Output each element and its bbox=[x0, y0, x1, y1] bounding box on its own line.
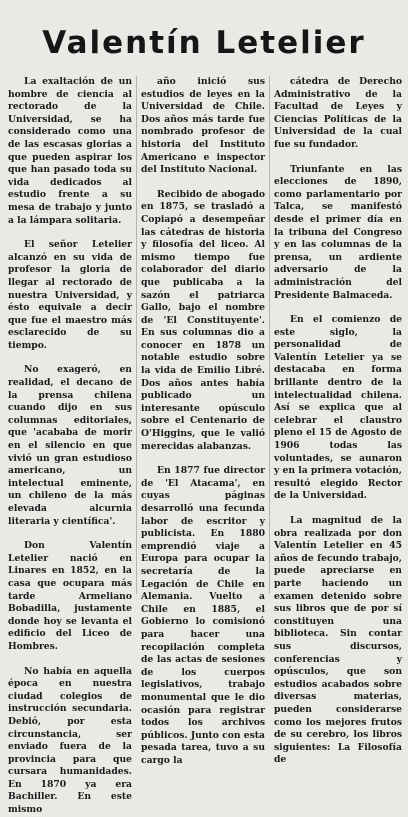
paragraph: No exageró, en realidad, el decano de la prensa chilena cuando dijo en sus columnas editoriales, que 'acababa de morir en el silencio en que vivió un gran estudioso americano, un intelectual eminente, un chileno de la más elevada alcurnia literaria y científica'. bbox=[8, 364, 132, 527]
article-title: Valentín Letelier bbox=[42, 24, 366, 61]
paragraph: Don Valentín Letelier nació en Linares en 1852, en la casa que ocupara más tarde Armeliano Bobadilla, justamente donde hoy se levanta el edificio del Liceo de Hombres. bbox=[8, 540, 132, 652]
paragraph: La magnitud de la obra realizada por don Valentín Letelier en 45 años de fecundo trabajo, puede apreciarse en parte haciendo un examen detenido sobre sus libros que de por sí constituyen una biblioteca. Sin contar sus discursos, conferencias y opúsculos, que son estudios acabados sobre diversas materias, pueden considerarse como los mejores frutos de su cerebro, los libros siguientes: La Filosofía de bbox=[274, 515, 402, 766]
paragraph: Triunfante en las elecciones de 1890, como parlamentario por Talca, se manifestó desde el primer día en la tribuna del Congreso y en las columnas de la prensa, un ardiente adversario de la administración del Presidente Balmaceda. bbox=[274, 163, 402, 301]
paragraph: año inició sus estudios de leyes en la Universidad de Chile. Dos años más tarde fue nombrado profesor de historia del Instituto Americano e inspector del Instituto Nacional. bbox=[141, 76, 265, 176]
column-divider bbox=[136, 76, 137, 594]
paragraph: La exaltación de un hombre de ciencia al rectorado de la Universidad, se ha considerado como una de las escasas glorias a que pueden aspirar los que han pasado toda su vida dedicados al estudio frente a su mesa de trabajo y junto a la lámpara solitaria. bbox=[8, 76, 132, 226]
column-divider bbox=[269, 76, 270, 594]
paragraph: En 1877 fue director de 'El Atacama', en cuyas páginas desarrolló una fecunda labor de escritor y publicista. En 1880 emprendió viaje a Europa para ocupar la secretaría de la Legación de Chile en Alemania. Vuelto a Chile en 1885, el Gobierno lo comisionó para hacer una recopilación completa de las actas de sesiones de los cuerpos legislativos, trabajo monumental que le dio ocasión para registrar todos los archivos públicos. Junto con esta pesada tarea, tuvo a su cargo la bbox=[141, 465, 265, 766]
paragraph: El señor Letelier alcanzó en su vida de profesor la gloria de llegar al rectorado de nuestra Universidad, y ésto equivale a decir que fue el maestro más esclarecido de su tiempo. bbox=[8, 239, 132, 351]
paragraph: En el comienzo de este siglo, la personalidad de Valentín Letelier ya se destacaba en forma brillante dentro de la intelectualidad chilena. Así se explica que al celebrar el claustro pleno el 15 de Agosto de 1906 todas las voluntades, se aunaron y en la primera votación, resultó elegido Rector de la Universidad. bbox=[274, 314, 402, 502]
article-column-3 bbox=[274, 76, 402, 766]
article-column-2 bbox=[141, 76, 265, 766]
paragraph: Recibido de abogado en 1875, se trasladó a Copiapó a desempeñar las cátedras de historia y filosofía del liceo. Al mismo tiempo fue colaborador del diario que publicaba a la sazón el patriarca Gallo, bajo el nombre de 'El Constituyente'. En sus columnas dio a conocer en 1878 un notable estudio sobre la vida de Emilio Libré. Dos años antes había publicado un interesante opúsculo sobre el Centenario de O'Higgins, que le valió merecidas alabanzas. bbox=[141, 188, 265, 452]
paragraph: No había en aquella época en nuestra ciudad colegios de instrucción secundaria. Debió, por esta circunstancia, ser enviado fuera de la provincia para que cursara humanidades. En 1870 ya era Bachiller. En este mismo bbox=[8, 665, 132, 816]
paragraph: cátedra de Derecho Administrativo de la Facultad de Leyes y Ciencias Políticas de la Universidad de la cual fue su fundador. bbox=[274, 76, 402, 150]
article-column-1 bbox=[8, 76, 132, 816]
